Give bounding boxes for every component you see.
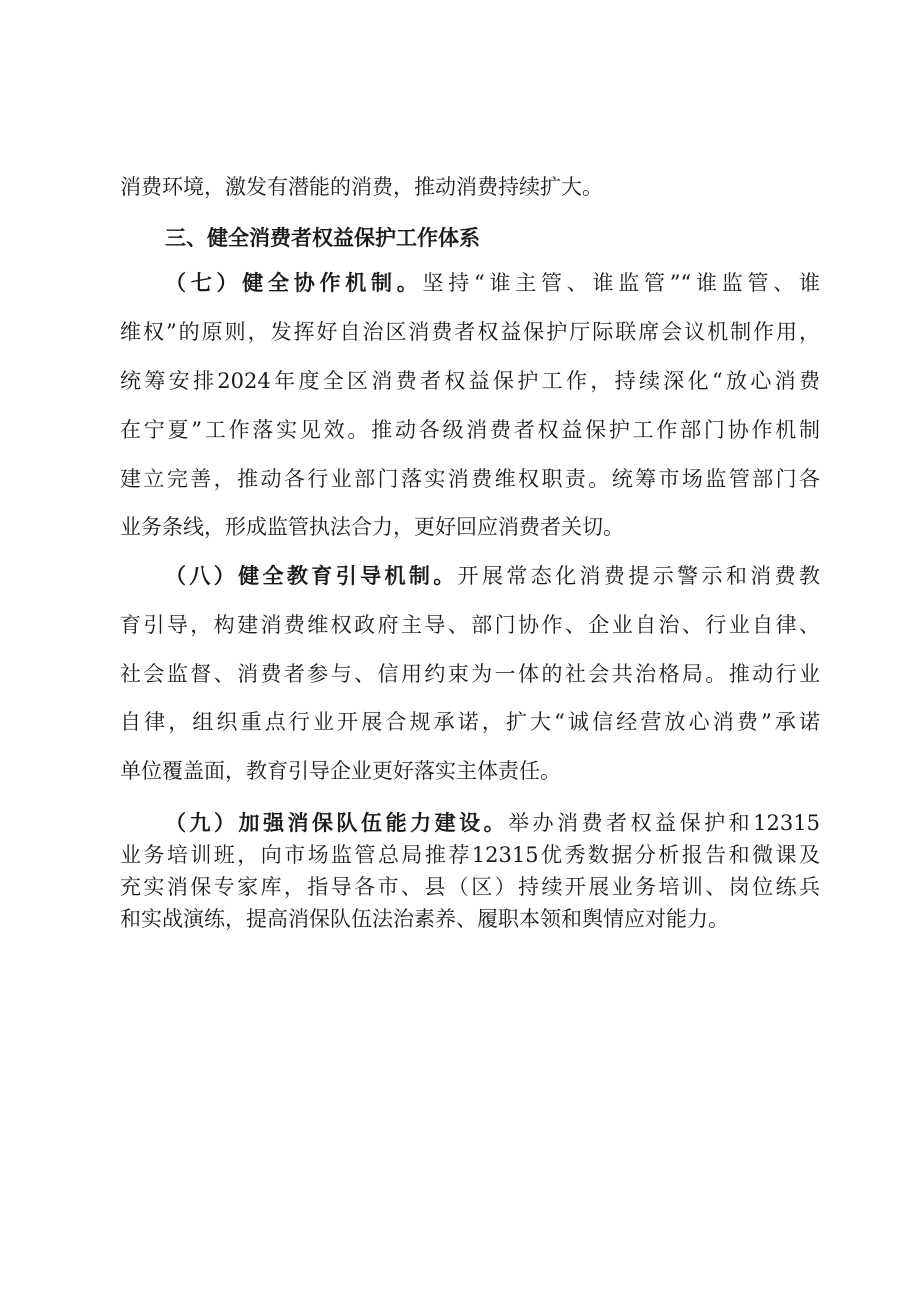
paragraph-line: 育引导，构建消费维权政府主导、部门协作、企业自治、行业自律、 [120,613,820,637]
section-heading: 三、健全消费者权益保护工作体系 [165,226,480,250]
paragraph-8-lead: （八）健全教育引导机制。 [165,564,458,588]
paragraph-line: 单位覆盖面，教育引导企业更好落实主体责任。 [120,759,561,783]
paragraph-line: 业务条线，形成监管执法合力，更好回应消费者关切。 [120,515,624,539]
paragraph-line: 消费环境，激发有潜能的消费，推动消费持续扩大。 [120,175,603,199]
paragraph-line: 社会监督、消费者参与、信用约束为一体的社会共治格局。推动行业 [120,662,820,686]
paragraph-9-text: 举办消费者权益保护和12315 [508,811,820,835]
paragraph-8-line-1 [165,561,820,591]
paragraph-9-line-1 [165,810,820,836]
paragraph-7-line-1 [165,268,820,298]
paragraph-line: 建立完善，推动各行业部门落实消费维权职责。统筹市场监管部门各 [120,467,820,491]
paragraph-line: 在宁夏”工作落实见效。推动各级消费者权益保护工作部门协作机制 [120,418,820,442]
paragraph-8-text: 开展常态化消费提示警示和消费教 [457,564,820,588]
paragraph-line: 自律，组织重点行业开展合规承诺，扩大“诚信经营放心消费”承诺 [120,710,820,734]
paragraph-7-lead: （七）健全协作机制。 [165,271,423,295]
paragraph-line: 业务培训班，向市场监管总局推荐12315优秀数据分析报告和微课及 [120,843,820,867]
paragraph-7-text: 坚持“谁主管、谁监管”“谁监管、谁 [422,271,820,295]
paragraph-9-lead: （九）加强消保队伍能力建设。 [165,811,509,835]
paragraph-line: 充实消保专家库，指导各市、县（区）持续开展业务培训、岗位练兵 [120,875,820,899]
paragraph-line: 维权”的原则，发挥好自治区消费者权益保护厅际联席会议机制作用， [120,320,820,344]
paragraph-line: 和实战演练，提高消保队伍法治素养、履职本领和舆情应对能力。 [120,907,729,931]
paragraph-line: 统筹安排2024年度全区消费者权益保护工作，持续深化“放心消费 [120,369,820,393]
